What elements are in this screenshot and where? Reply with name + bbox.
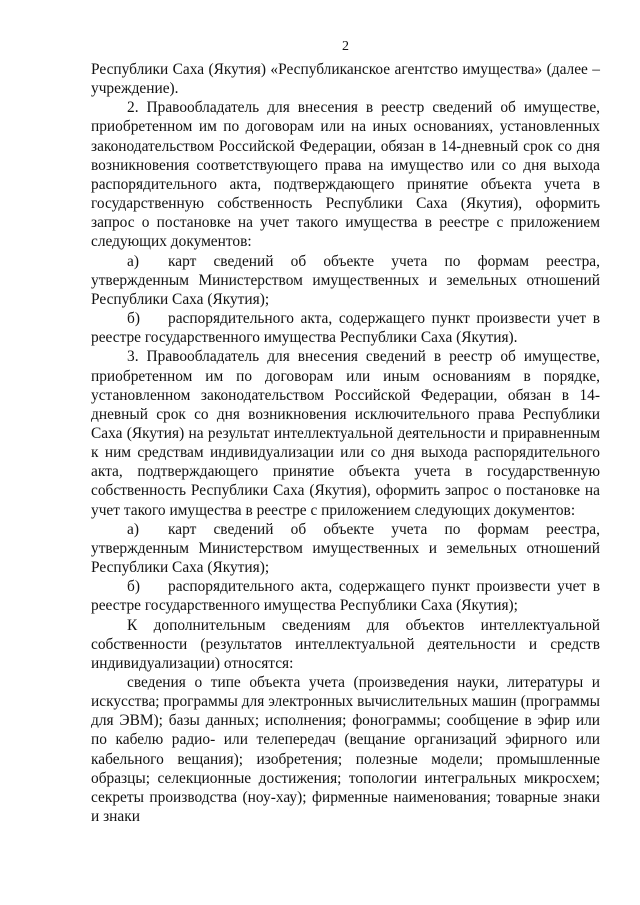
paragraph-continuation: Республики Саха (Якутия) «Республиканское агентство имущества» (далее – учреждение). — [91, 61, 600, 98]
list-marker: а) — [127, 520, 139, 538]
list-item-text: карт сведений об объекте учета по формам реестра, утвержденным Министерством имущественных и земельных отношений Республики Саха (Якутия); — [91, 252, 600, 308]
paragraph-item-3: 3. Правообладатель для внесения сведений в реестр об имуществе, приобретенном им по договорам или иным основаниям в порядке, установленном законодательством Российской Федерации, обязан в 14-дневный срок со дня возникновения исключительного права Республики Саха (Якутия) на результат интеллектуальной деятельности и приравненным к ним средствам индивидуализации или со дня выхода распорядительного акта, подтверждающего принятие объекта учета в государственную собственность Республики Саха (Якутия), оформить запрос о постановке на учет такого имущества в реестре с приложением следующих документов: — [91, 348, 600, 519]
list-marker: б) — [127, 578, 140, 596]
paragraph-additional-info: К дополнительным сведениям для объектов интеллектуальной собственности (результатов интеллектуальной деятельности и средств индивидуализации) относятся: — [91, 616, 600, 672]
page-number: 2 — [342, 39, 349, 54]
paragraph-object-types: сведения о типе объекта учета (произведения науки, литературы и искусства; программы для электронных вычислительных машин (программы для ЭВМ); базы данных; исполнения; фонограммы; сообщение в эфир или по кабелю радио- или телепередач (вещание организаций эфирного или кабельного вещания); изобретения; полезные модели; промышленные образцы; селекционные достижения; топологии интегральных микросхем; секреты производства (ноу-хау); фирменные наименования; товарные знаки и знаки — [91, 674, 600, 826]
list-marker: а) — [127, 252, 139, 270]
list-marker: б) — [127, 310, 140, 328]
paragraph-item-2: 2. Правообладатель для внесения в реестр сведений об имуществе, приобретенном им по договорам или на иных основаниях, установленных законодательством Российской Федерации, обязан в 14-дневный срок со дня возникновения соответствующего права на имущество или со дня выхода распорядительного акта, подтверждающего принятие объекта учета в государственную собственность Республики Саха (Якутия), оформить запрос о постановке на учет такого имущества в реестре с приложением следующих документов: — [91, 99, 600, 251]
list-item-3b — [91, 577, 600, 615]
list-item-text: распорядительного акта, содержащего пункт произвести учет в реестре государственного имущества Республики Саха (Якутия); — [91, 578, 600, 615]
list-item-text: карт сведений об объекте учета по формам реестра, утвержденным Министерством имущественных и земельных отношений Республики Саха (Якутия); — [91, 520, 600, 577]
list-item-2a — [91, 252, 600, 309]
list-item-2b — [91, 309, 600, 347]
list-item-3a — [91, 520, 600, 577]
list-item-text: распорядительного акта, содержащего пункт произвести учет в реестре государственного имущества Республики Саха (Якутия). — [91, 310, 600, 347]
